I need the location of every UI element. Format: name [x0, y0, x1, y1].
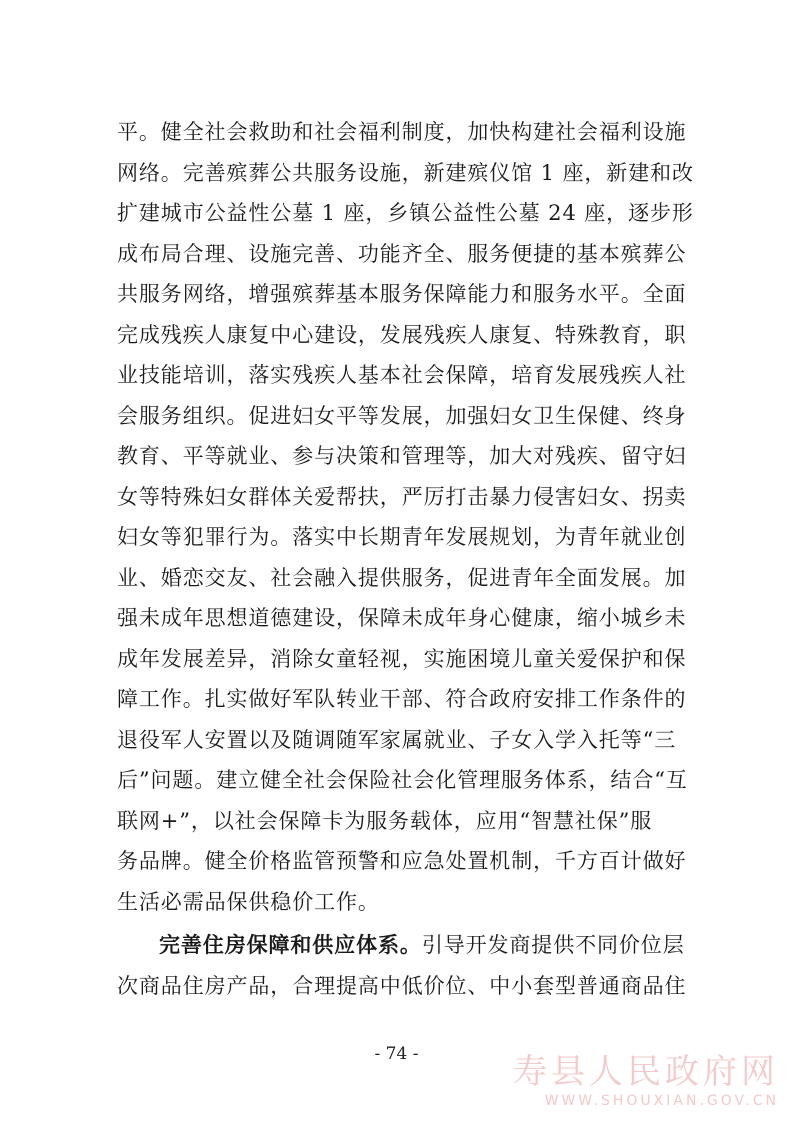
- text-line: 完成残疾人康复中心建设，发展残疾人康复、特殊教育，职: [117, 322, 687, 347]
- watermark-title: 寿县人民政府网: [513, 1052, 779, 1092]
- watermark-url: WWW.SHOUXIAN.GOV.CN: [544, 1093, 779, 1109]
- text-line: [117, 925, 689, 966]
- text-line: 障工作。扎实做好军队转业干部、符合政府安排工作条件的: [117, 687, 687, 711]
- text-line: 会服务组织。促进妇女平等发展，加强妇女卫生保健、终身: [117, 403, 687, 428]
- text-line: 联网+”，以社会保障卡为服务载体，应用“智慧社保”服: [117, 808, 653, 833]
- text-line: 女等特殊妇女群体关爱帮扶，严厉打击暴力侵害妇女、拐卖: [117, 484, 687, 509]
- text-line: 生活必需品保供稳价工作。: [117, 889, 380, 914]
- text-line: 次商品住房产品，合理提高中低价位、中小套型普通商品住: [117, 973, 687, 998]
- text-line: 业、婚恋交友、社会融入提供服务，促进青年全面发展。加: [117, 565, 687, 590]
- watermark: [513, 1052, 779, 1110]
- body-text: [117, 112, 694, 1006]
- text-line: 退役军人安置以及随调随军家属就业、子女入学入托等“三: [117, 727, 677, 752]
- text-line: 成年发展差异，消除女童轻视，实施困境儿童关爱保护和保: [117, 646, 687, 671]
- section-heading: 完善住房保障和供应体系。: [159, 932, 422, 957]
- text-span: 引导开发商提供不同价位层: [421, 933, 685, 957]
- text-line: 教育、平等就业、参与决策和管理等，加大对残疾、留守妇: [117, 444, 687, 468]
- text-line: 共服务网络，增强殡葬基本服务保障能力和服务水平。全面: [117, 282, 687, 306]
- text-line: 强未成年思想道德建设，保障未成年身心健康，缩小城乡未: [117, 606, 687, 630]
- text-line: 网络。完善殡葬公共服务设施，新建殡仪馆 1 座，新建和改: [117, 160, 694, 185]
- paragraph-2: [117, 925, 689, 1006]
- text-line: 扩建城市公益性公墓 1 座，乡镇公益性公墓 24 座，逐步形: [117, 201, 694, 225]
- text-line: 妇女等犯罪行为。落实中长期青年发展规划，为青年就业创: [117, 525, 687, 549]
- text-line: 成布局合理、设施完善、功能齐全、服务便捷的基本殡葬公: [117, 241, 687, 266]
- page-number: - 74 -: [374, 1044, 419, 1064]
- text-line: 后”问题。建立健全社会保险社会化管理服务体系，结合“互: [117, 768, 688, 792]
- text-line: 务品牌。健全价格监管预警和应急处置机制，千方百计做好: [117, 849, 687, 873]
- text-line: 平。健全社会救助和社会福利制度，加快构建社会福利设施: [117, 120, 687, 144]
- paragraph-1: [117, 112, 694, 922]
- text-line: 业技能培训，落实残疾人基本社会保障，培育发展残疾人社: [117, 363, 687, 387]
